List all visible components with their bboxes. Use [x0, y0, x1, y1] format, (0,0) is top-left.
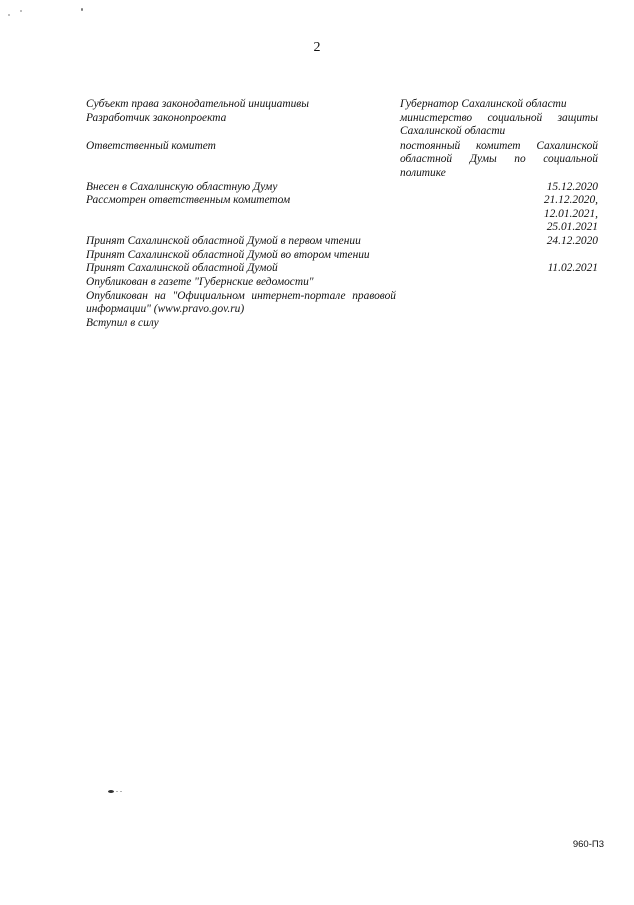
date-reviewed-3: 25.01.2021: [546, 221, 598, 233]
date-reviewed-2: 12.01.2021,: [543, 208, 598, 220]
label-in-force: Вступил в силу: [86, 317, 159, 329]
date-submitted: 15.12.2020: [546, 181, 598, 193]
label-published-portal-line2: информации" (www.pravo.gov.ru): [86, 303, 245, 315]
label-adopted: Принят Сахалинской областной Думой: [86, 262, 278, 274]
label-subject: Субъект права законодательной инициативы: [86, 98, 309, 110]
label-committee: Ответственный комитет: [86, 140, 216, 152]
label-reviewed: Рассмотрен ответственным комитетом: [86, 194, 291, 206]
label-submitted: Внесен в Сахалинскую областную Думу: [86, 181, 278, 193]
label-published-gazette: Опубликован в газете "Губернские ведомости": [86, 276, 314, 288]
value-committee-line1: постоянный комитет Сахалинской: [400, 140, 598, 152]
scan-speck: [8, 14, 10, 16]
label-published-portal-line1: Опубликован на "Официальном интернет-портале правовой: [86, 290, 396, 302]
scan-speck: [20, 10, 22, 12]
value-subject: Губернатор Сахалинской области: [400, 98, 567, 110]
label-second-reading: Принят Сахалинской областной Думой во втором чтении: [86, 249, 370, 261]
page-number: 2: [313, 40, 321, 55]
label-first-reading: Принят Сахалинской областной Думой в первом чтении: [86, 235, 361, 247]
date-adopted: 11.02.2021: [547, 262, 598, 274]
label-developer: Разработчик законопроекта: [86, 112, 227, 124]
date-reviewed-1: 21.12.2020,: [543, 194, 598, 206]
scan-speck: [81, 8, 83, 11]
date-first-reading: 24.12.2020: [546, 235, 598, 247]
document-code: 960-П3: [572, 839, 604, 850]
value-developer-line1: министерство социальной защиты: [400, 112, 598, 124]
value-committee-line3: политике: [400, 167, 446, 179]
scan-speck: [108, 790, 114, 793]
scan-speck: [116, 791, 118, 792]
value-committee-line2: областной Думы по социальной: [400, 153, 598, 165]
scan-speck: [120, 791, 122, 792]
value-developer-line2: Сахалинской области: [400, 125, 506, 137]
